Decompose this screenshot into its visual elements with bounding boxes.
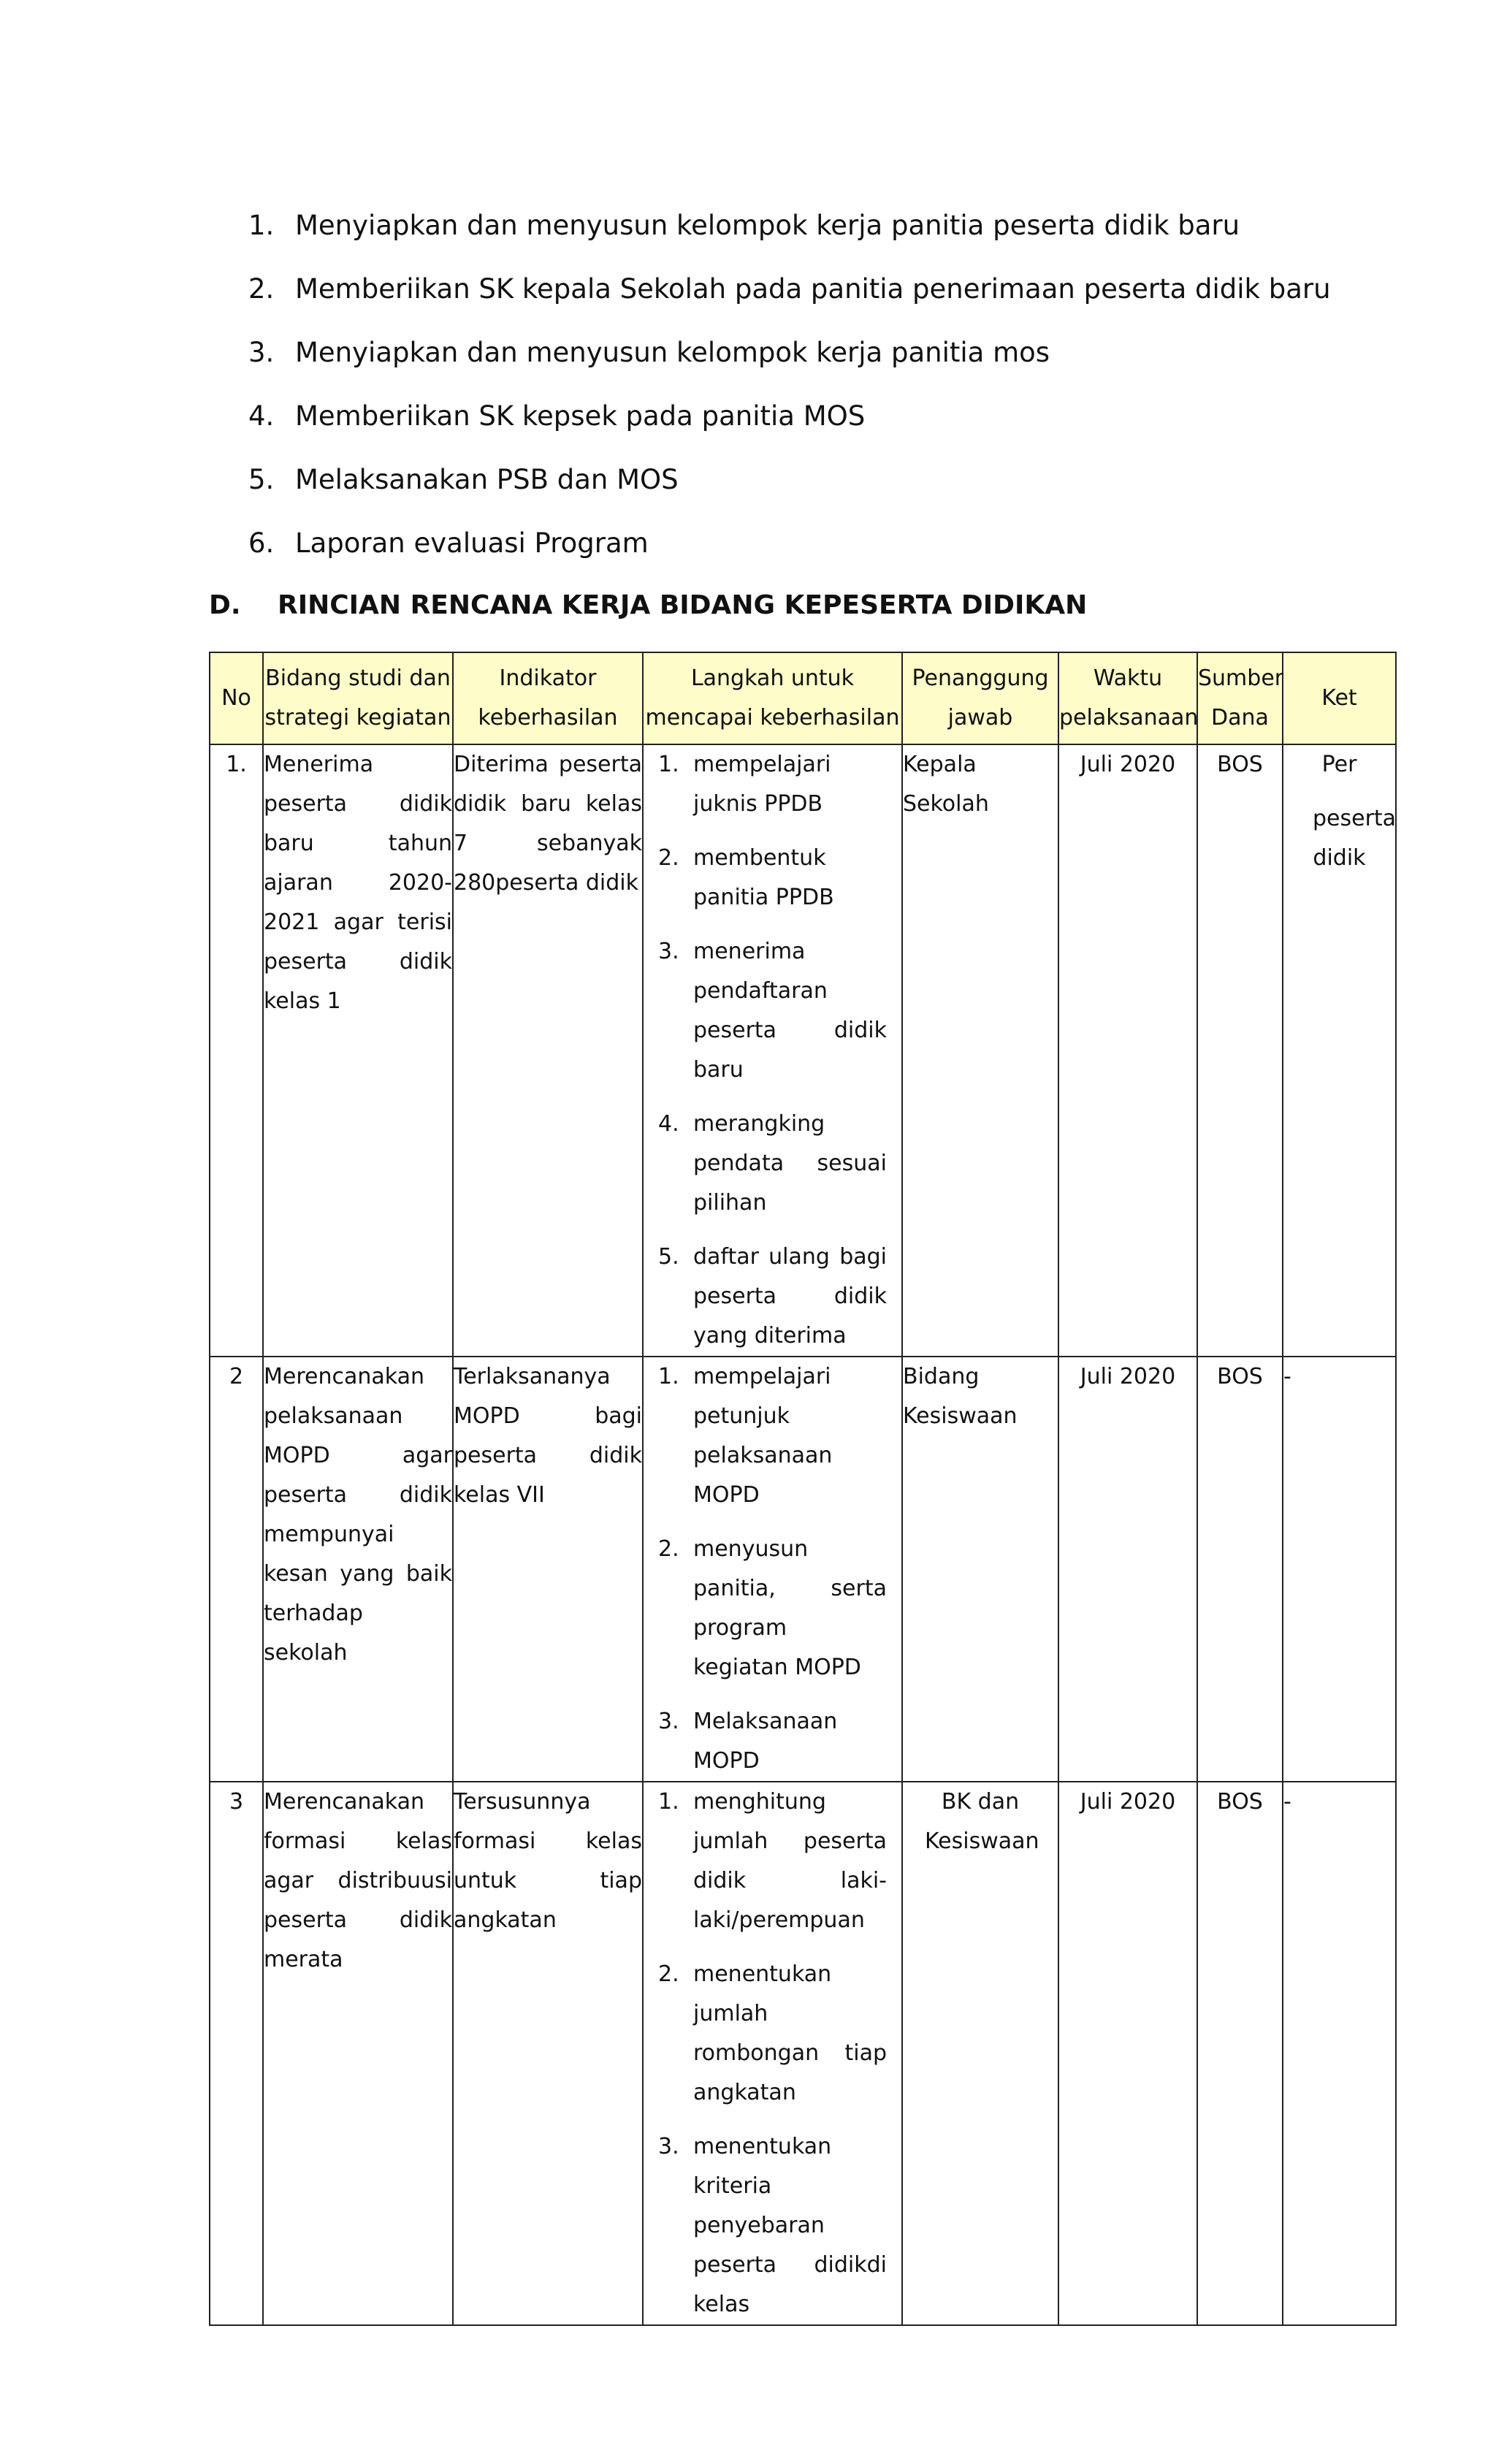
cell-indikator: Diterima peserta didik baru kelas 7 sebanyak 280peserta didik xyxy=(453,744,643,1357)
header-bidang: Bidang studi dan strategi kegiatan xyxy=(263,652,453,744)
section-title: RINCIAN RENCANA KERJA BIDANG KEPESERTA DIDIKAN xyxy=(278,590,1088,620)
cell-langkah xyxy=(643,1357,902,1782)
cell-langkah xyxy=(643,744,902,1357)
header-ket: Ket xyxy=(1283,652,1396,744)
header-penanggung-jawab: Penanggung jawab xyxy=(902,652,1058,744)
step-number: 2. xyxy=(658,1961,679,1987)
step-item xyxy=(658,1105,887,1223)
cell-no: 1. xyxy=(210,744,263,1357)
cell-penanggung-jawab: Bidang Kesiswaan xyxy=(902,1357,1058,1782)
header-no: No xyxy=(210,652,263,744)
step-item xyxy=(658,2127,887,2324)
step-number: 5. xyxy=(658,1244,679,1270)
step-item xyxy=(658,839,887,918)
step-item xyxy=(658,1782,887,1940)
cell-ket xyxy=(1283,744,1396,1357)
step-text: menyusun panitia, serta program kegiatan MOPD xyxy=(693,1536,887,1680)
step-number: 3. xyxy=(658,939,679,964)
step-number: 4. xyxy=(658,1111,679,1137)
cell-indikator: Tersusunnya formasi kelas untuk tiap angkatan xyxy=(453,1782,643,2325)
step-number: 1. xyxy=(658,1364,679,1389)
intro-numbered-list xyxy=(248,207,1331,589)
cell-sumber-dana: BOS xyxy=(1197,1357,1283,1782)
list-item-text: Memberiikan SK kepala Sekolah pada panitia penerimaan peserta didik baru xyxy=(295,273,1331,305)
cell-bidang: Menerima peserta didik baru tahun ajaran 2020-2021 agar terisi peserta didik kelas 1 xyxy=(263,744,453,1357)
step-text: Melaksanaan MOPD xyxy=(693,1709,838,1774)
step-text: menerima pendaftaran peserta didik baru xyxy=(693,939,887,1083)
step-number: 1. xyxy=(658,1789,679,1815)
list-item xyxy=(248,525,1331,589)
header-waktu: Waktu pelaksanaan xyxy=(1058,652,1197,744)
cell-penanggung-jawab: Kepala Sekolah xyxy=(902,744,1058,1357)
step-text: mempelajari petunjuk pelaksanaan MOPD xyxy=(693,1364,833,1508)
steps-list xyxy=(644,1357,901,1781)
list-item-text: Menyiapkan dan menyusun kelompok kerja panitia mos xyxy=(295,337,1050,368)
list-item xyxy=(248,271,1331,335)
list-item xyxy=(248,207,1331,271)
cell-langkah xyxy=(643,1782,902,2325)
step-number: 3. xyxy=(658,1709,679,1734)
step-text: menentukan kriteria penyebaran peserta didikdi kelas xyxy=(693,2134,887,2317)
cell-bidang: Merencanakan pelaksanaan MOPD agar peserta didik mempunyai kesan yang baik terhadap sekolah xyxy=(263,1357,453,1782)
step-item xyxy=(658,745,887,824)
cell-no: 2 xyxy=(210,1357,263,1782)
header-sumber-dana: Sumber Dana xyxy=(1197,652,1283,744)
list-item-number: 5. xyxy=(248,464,275,495)
step-text: menentukan jumlah rombongan tiap angkatan xyxy=(693,1961,887,2105)
step-number: 3. xyxy=(658,2134,679,2159)
cell-ket: - xyxy=(1283,1357,1396,1782)
work-plan-table xyxy=(209,652,1397,2326)
header-indikator: Indikator keberhasilan xyxy=(453,652,643,744)
list-item-number: 3. xyxy=(248,337,275,368)
step-item xyxy=(658,932,887,1090)
list-item-number: 6. xyxy=(248,527,275,559)
step-text: merangking pendata sesuai pilihan xyxy=(693,1111,887,1216)
ket-line-1: Per xyxy=(1321,752,1357,777)
cell-ket: - xyxy=(1283,1782,1396,2325)
step-item xyxy=(658,1702,887,1781)
step-item xyxy=(658,1955,887,2113)
step-number: 2. xyxy=(658,845,679,871)
list-item-number: 2. xyxy=(248,273,275,305)
table-row xyxy=(210,744,1396,1357)
table-header-row xyxy=(210,652,1396,744)
step-text: menghitung jumlah peserta didik laki-laki/perempuan xyxy=(693,1789,887,1933)
cell-no: 3 xyxy=(210,1782,263,2325)
list-item xyxy=(248,335,1331,398)
list-item-number: 1. xyxy=(248,210,275,241)
step-item xyxy=(658,1237,887,1356)
list-item-text: Menyiapkan dan menyusun kelompok kerja panitia peserta didik baru xyxy=(295,210,1240,241)
steps-list xyxy=(644,745,901,1356)
header-langkah: Langkah untuk mencapai keberhasilan xyxy=(643,652,902,744)
list-item-text: Melaksanakan PSB dan MOS xyxy=(295,464,679,495)
ket-line-2: peserta didik xyxy=(1313,806,1397,871)
step-item xyxy=(658,1530,887,1687)
cell-waktu: Juli 2020 xyxy=(1058,1782,1197,2325)
section-heading xyxy=(209,587,1087,624)
list-item xyxy=(248,398,1331,462)
cell-indikator: Terlaksananya MOPD bagi peserta didik kelas VII xyxy=(453,1357,643,1782)
cell-waktu: Juli 2020 xyxy=(1058,744,1197,1357)
cell-sumber-dana: BOS xyxy=(1197,1782,1283,2325)
list-item xyxy=(248,462,1331,525)
step-text: mempelajari juknis PPDB xyxy=(693,752,831,817)
step-number: 2. xyxy=(658,1536,679,1562)
list-item-number: 4. xyxy=(248,400,275,432)
cell-penanggung-jawab: BK dan Kesiswaan xyxy=(902,1782,1058,2325)
section-letter: D. xyxy=(209,590,241,620)
list-item-text: Laporan evaluasi Program xyxy=(295,527,649,559)
step-text: daftar ulang bagi peserta didik yang diterima xyxy=(693,1244,887,1349)
steps-list xyxy=(644,1782,901,2324)
cell-waktu: Juli 2020 xyxy=(1058,1357,1197,1782)
cell-sumber-dana: BOS xyxy=(1197,744,1283,1357)
list-item-text: Memberiikan SK kepsek pada panitia MOS xyxy=(295,400,866,432)
table-row xyxy=(210,1782,1396,2325)
table-row xyxy=(210,1357,1396,1782)
cell-bidang: Merencanakan formasi kelas agar distribuusi peserta didik merata xyxy=(263,1782,453,2325)
step-item xyxy=(658,1357,887,1515)
step-text: membentuk panitia PPDB xyxy=(693,845,834,910)
step-number: 1. xyxy=(658,752,679,777)
